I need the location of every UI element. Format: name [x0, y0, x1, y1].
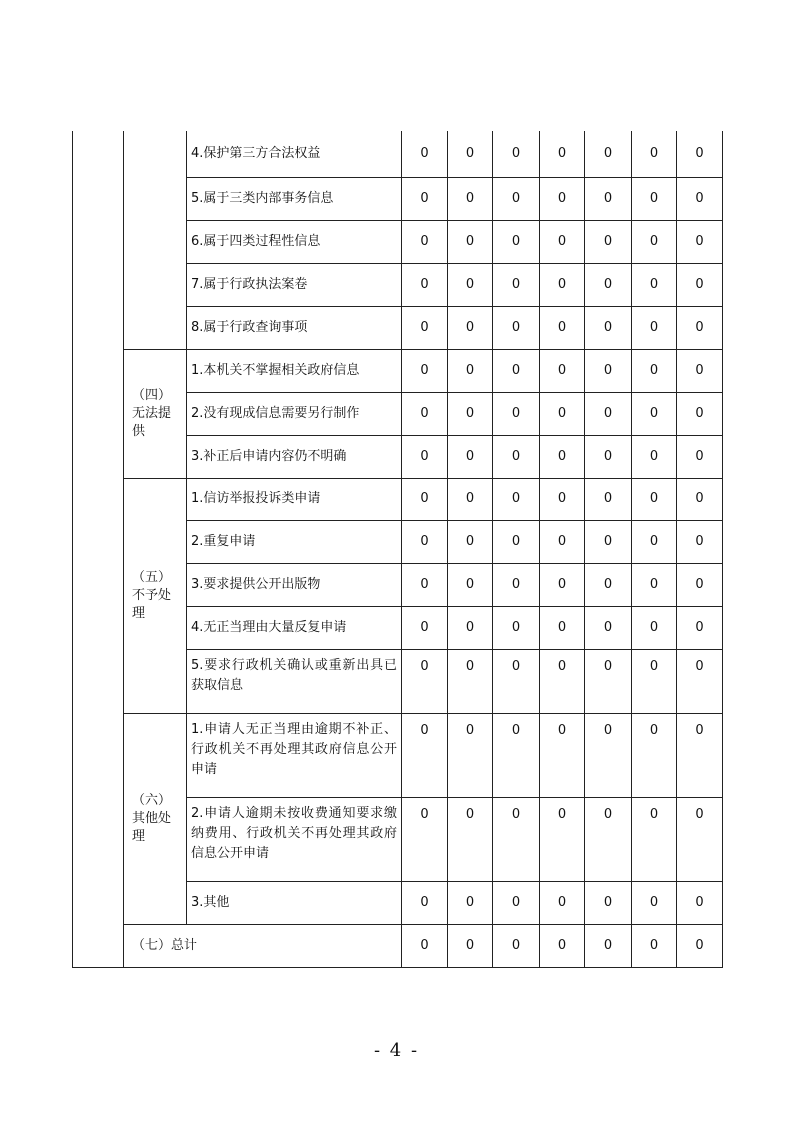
total-row: [73, 924, 723, 967]
value-cell: 0: [540, 649, 585, 713]
value-cell: 0: [540, 220, 585, 263]
table-body: [73, 131, 723, 967]
group-cell-continued: [124, 131, 187, 349]
row-label: 5.属于三类内部事务信息: [187, 177, 402, 220]
value-cell: 0: [448, 220, 493, 263]
total-value-cell: 0: [493, 924, 540, 967]
total-value-cell: 0: [402, 924, 448, 967]
value-cell: 0: [402, 177, 448, 220]
value-cell: 0: [585, 131, 632, 177]
value-cell: 0: [540, 435, 585, 478]
value-cell: 0: [632, 881, 677, 924]
value-cell: 0: [448, 606, 493, 649]
row-label: 7.属于行政执法案卷: [187, 263, 402, 306]
value-cell: 0: [585, 306, 632, 349]
value-cell: 0: [493, 435, 540, 478]
row-label: 3.补正后申请内容仍不明确: [187, 435, 402, 478]
value-cell: 0: [540, 797, 585, 881]
value-cell: 0: [448, 177, 493, 220]
value-cell: 0: [402, 606, 448, 649]
total-value-cell: 0: [632, 924, 677, 967]
row-label: 3.其他: [187, 881, 402, 924]
value-cell: 0: [402, 435, 448, 478]
value-cell: 0: [632, 520, 677, 563]
value-cell: 0: [585, 263, 632, 306]
row-label: 3.要求提供公开出版物: [187, 563, 402, 606]
value-cell: 0: [448, 713, 493, 797]
value-cell: 0: [448, 392, 493, 435]
value-cell: 0: [677, 306, 723, 349]
value-cell: 0: [585, 606, 632, 649]
total-value-cell: 0: [448, 924, 493, 967]
value-cell: 0: [493, 392, 540, 435]
statistics-table: [72, 131, 723, 968]
value-cell: 0: [540, 177, 585, 220]
value-cell: 0: [448, 263, 493, 306]
row-label: 5.要求行政机关确认或重新出具已获取信息: [187, 649, 402, 713]
value-cell: 0: [402, 713, 448, 797]
row-label: 2.申请人逾期未按收费通知要求缴纳费用、行政机关不再处理其政府信息公开申请: [187, 797, 402, 881]
value-cell: 0: [585, 435, 632, 478]
value-cell: 0: [632, 349, 677, 392]
value-cell: 0: [402, 263, 448, 306]
value-cell: 0: [585, 220, 632, 263]
table-row: [73, 478, 723, 520]
value-cell: 0: [677, 797, 723, 881]
value-cell: 0: [402, 220, 448, 263]
value-cell: 0: [585, 349, 632, 392]
value-cell: 0: [540, 606, 585, 649]
value-cell: 0: [493, 478, 540, 520]
value-cell: 0: [585, 520, 632, 563]
value-cell: 0: [402, 478, 448, 520]
value-cell: 0: [585, 392, 632, 435]
group-label: （四）无法提供: [124, 349, 187, 478]
table-row: [73, 349, 723, 392]
value-cell: 0: [677, 392, 723, 435]
value-cell: 0: [540, 563, 585, 606]
table-row: [73, 131, 723, 177]
value-cell: 0: [585, 713, 632, 797]
value-cell: 0: [632, 649, 677, 713]
total-label: （七）总计: [124, 924, 402, 967]
value-cell: 0: [493, 220, 540, 263]
value-cell: 0: [540, 349, 585, 392]
row-label: 4.无正当理由大量反复申请: [187, 606, 402, 649]
row-label: 1.申请人无正当理由逾期不补正、行政机关不再处理其政府信息公开申请: [187, 713, 402, 797]
page-number: - 4 -: [373, 1040, 420, 1061]
value-cell: 0: [402, 797, 448, 881]
value-cell: 0: [402, 563, 448, 606]
value-cell: 0: [448, 649, 493, 713]
table-row: [73, 713, 723, 797]
value-cell: 0: [677, 177, 723, 220]
value-cell: 0: [585, 649, 632, 713]
value-cell: 0: [677, 649, 723, 713]
value-cell: 0: [448, 349, 493, 392]
total-value-cell: 0: [677, 924, 723, 967]
value-cell: 0: [632, 797, 677, 881]
value-cell: 0: [677, 520, 723, 563]
value-cell: 0: [585, 478, 632, 520]
value-cell: 0: [540, 131, 585, 177]
value-cell: 0: [677, 435, 723, 478]
value-cell: 0: [448, 435, 493, 478]
value-cell: 0: [632, 131, 677, 177]
row-label: 2.重复申请: [187, 520, 402, 563]
value-cell: 0: [402, 392, 448, 435]
value-cell: 0: [632, 435, 677, 478]
value-cell: 0: [632, 220, 677, 263]
value-cell: 0: [540, 881, 585, 924]
value-cell: 0: [493, 131, 540, 177]
group-label: （五）不予处理: [124, 478, 187, 713]
value-cell: 0: [402, 349, 448, 392]
value-cell: 0: [493, 881, 540, 924]
value-cell: 0: [632, 306, 677, 349]
row-label: 8.属于行政查询事项: [187, 306, 402, 349]
value-cell: 0: [677, 220, 723, 263]
value-cell: 0: [493, 563, 540, 606]
value-cell: 0: [632, 392, 677, 435]
value-cell: 0: [448, 306, 493, 349]
value-cell: 0: [540, 392, 585, 435]
value-cell: 0: [493, 713, 540, 797]
value-cell: 0: [677, 263, 723, 306]
value-cell: 0: [632, 606, 677, 649]
row-label: 4.保护第三方合法权益: [187, 131, 402, 177]
value-cell: 0: [448, 478, 493, 520]
value-cell: 0: [493, 306, 540, 349]
value-cell: 0: [493, 177, 540, 220]
value-cell: 0: [493, 797, 540, 881]
row-label: 1.信访举报投诉类申请: [187, 478, 402, 520]
value-cell: 0: [632, 563, 677, 606]
outer-category-cell: [73, 131, 124, 967]
value-cell: 0: [585, 563, 632, 606]
row-label: 2.没有现成信息需要另行制作: [187, 392, 402, 435]
row-label: 1.本机关不掌握相关政府信息: [187, 349, 402, 392]
value-cell: 0: [402, 649, 448, 713]
value-cell: 0: [540, 478, 585, 520]
value-cell: 0: [677, 131, 723, 177]
value-cell: 0: [493, 649, 540, 713]
value-cell: 0: [677, 478, 723, 520]
value-cell: 0: [402, 881, 448, 924]
value-cell: 0: [402, 131, 448, 177]
value-cell: 0: [448, 131, 493, 177]
total-value-cell: 0: [540, 924, 585, 967]
value-cell: 0: [632, 177, 677, 220]
value-cell: 0: [677, 881, 723, 924]
value-cell: 0: [448, 563, 493, 606]
value-cell: 0: [677, 606, 723, 649]
value-cell: 0: [585, 881, 632, 924]
value-cell: 0: [540, 263, 585, 306]
value-cell: 0: [585, 797, 632, 881]
value-cell: 0: [493, 263, 540, 306]
value-cell: 0: [493, 520, 540, 563]
value-cell: 0: [632, 713, 677, 797]
value-cell: 0: [632, 478, 677, 520]
row-label: 6.属于四类过程性信息: [187, 220, 402, 263]
value-cell: 0: [402, 520, 448, 563]
value-cell: 0: [448, 520, 493, 563]
group-label: （六）其他处理: [124, 713, 187, 924]
value-cell: 0: [632, 263, 677, 306]
total-value-cell: 0: [585, 924, 632, 967]
value-cell: 0: [540, 713, 585, 797]
value-cell: 0: [677, 349, 723, 392]
value-cell: 0: [677, 563, 723, 606]
value-cell: 0: [585, 177, 632, 220]
value-cell: 0: [448, 797, 493, 881]
value-cell: 0: [540, 306, 585, 349]
value-cell: 0: [540, 520, 585, 563]
value-cell: 0: [402, 306, 448, 349]
value-cell: 0: [448, 881, 493, 924]
value-cell: 0: [493, 349, 540, 392]
value-cell: 0: [493, 606, 540, 649]
value-cell: 0: [677, 713, 723, 797]
